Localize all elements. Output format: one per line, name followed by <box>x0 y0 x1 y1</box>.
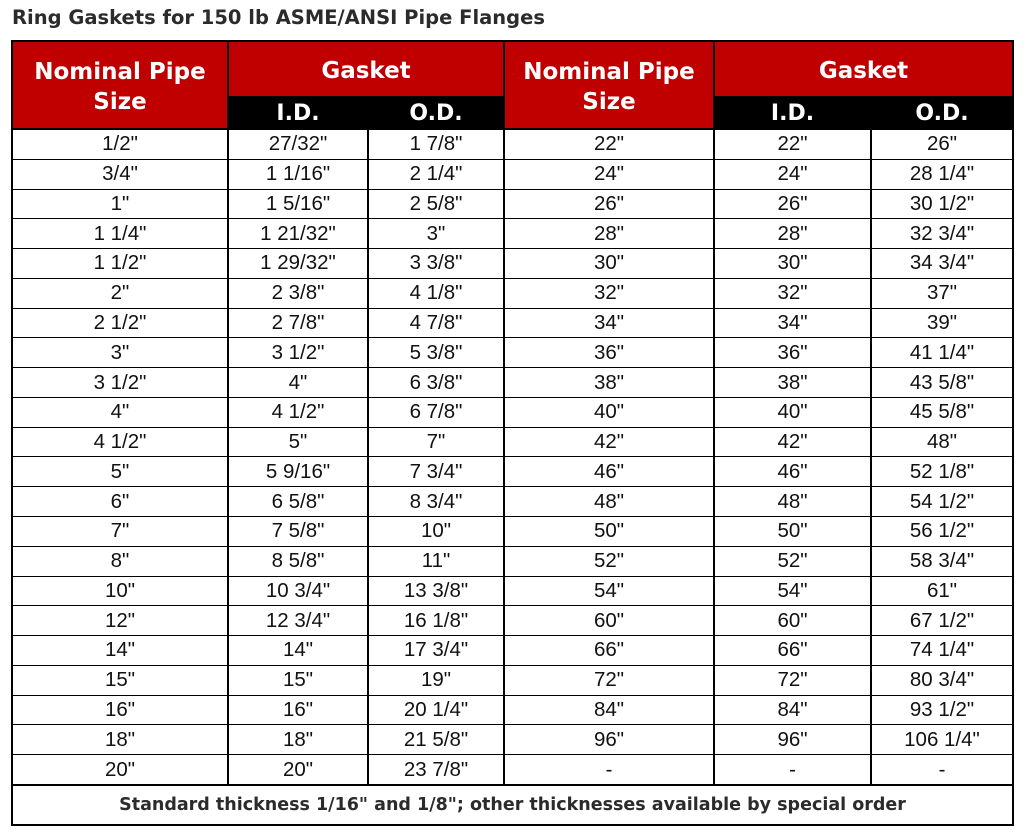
nominal-size-left-cell: 2 1/2" <box>12 308 228 338</box>
gasket-od-left-cell: 23 7/8" <box>368 755 504 785</box>
nominal-size-left-cell: 1/2" <box>12 129 228 159</box>
nominal-size-left-cell: 3 1/2" <box>12 368 228 398</box>
gasket-od-right-cell: 28 1/4" <box>871 159 1013 189</box>
header-id-left: I.D. <box>228 97 368 129</box>
gasket-od-left-cell: 1 7/8" <box>368 129 504 159</box>
table-row <box>12 755 1013 785</box>
table-row <box>12 665 1013 695</box>
nominal-size-left-cell: 3" <box>12 338 228 368</box>
gasket-id-left-cell: 14" <box>228 636 368 666</box>
nominal-size-left-cell: 1 1/2" <box>12 249 228 279</box>
table-row <box>12 219 1013 249</box>
nominal-size-right-cell: 42" <box>504 427 714 457</box>
page-title: Ring Gaskets for 150 lb ASME/ANSI Pipe Flanges <box>12 6 545 29</box>
gasket-id-right-cell: 54" <box>714 576 871 606</box>
gasket-id-right-cell: 22" <box>714 129 871 159</box>
gasket-id-left-cell: 15" <box>228 665 368 695</box>
gasket-id-right-cell: 26" <box>714 189 871 219</box>
gasket-od-right-cell: 106 1/4" <box>871 725 1013 755</box>
nominal-size-right-cell: 22" <box>504 129 714 159</box>
nominal-size-right-cell: 24" <box>504 159 714 189</box>
gasket-od-right-cell: 74 1/4" <box>871 636 1013 666</box>
gasket-id-right-cell: 50" <box>714 516 871 546</box>
gasket-id-right-cell: 96" <box>714 725 871 755</box>
table-row <box>12 278 1013 308</box>
header-nominal-pipe-size-right: Nominal Pipe Size <box>504 41 714 129</box>
table-row <box>12 457 1013 487</box>
nominal-size-right-cell: 38" <box>504 368 714 398</box>
gasket-od-right-cell: 32 3/4" <box>871 219 1013 249</box>
table-row <box>12 338 1013 368</box>
gasket-id-right-cell: 40" <box>714 397 871 427</box>
gasket-id-left-cell: 1 1/16" <box>228 159 368 189</box>
nominal-size-right-cell: 52" <box>504 546 714 576</box>
gasket-od-left-cell: 19" <box>368 665 504 695</box>
nominal-size-right-cell: 34" <box>504 308 714 338</box>
gasket-od-left-cell: 6 7/8" <box>368 397 504 427</box>
nominal-size-left-cell: 4" <box>12 397 228 427</box>
gasket-od-right-cell: 93 1/2" <box>871 695 1013 725</box>
nominal-size-left-cell: 1" <box>12 189 228 219</box>
gasket-id-right-cell: 36" <box>714 338 871 368</box>
gasket-id-left-cell: 1 21/32" <box>228 219 368 249</box>
nominal-size-left-cell: 3/4" <box>12 159 228 189</box>
gasket-id-left-cell: 5 9/16" <box>228 457 368 487</box>
gasket-od-left-cell: 10" <box>368 516 504 546</box>
gasket-od-left-cell: 17 3/4" <box>368 636 504 666</box>
gasket-od-right-cell: 34 3/4" <box>871 249 1013 279</box>
gasket-id-right-cell: 66" <box>714 636 871 666</box>
gasket-od-right-cell: 45 5/8" <box>871 397 1013 427</box>
nominal-size-right-cell: 30" <box>504 249 714 279</box>
gasket-id-left-cell: 7 5/8" <box>228 516 368 546</box>
nominal-size-right-cell: 36" <box>504 338 714 368</box>
gasket-id-right-cell: 46" <box>714 457 871 487</box>
gasket-od-right-cell: - <box>871 755 1013 785</box>
gasket-id-right-cell: 28" <box>714 219 871 249</box>
gasket-od-right-cell: 26" <box>871 129 1013 159</box>
table-row <box>12 249 1013 279</box>
gasket-id-left-cell: 1 5/16" <box>228 189 368 219</box>
header-id-right: I.D. <box>714 97 871 129</box>
table-row <box>12 368 1013 398</box>
table-row <box>12 725 1013 755</box>
gasket-id-left-cell: 5" <box>228 427 368 457</box>
gasket-id-left-cell: 16" <box>228 695 368 725</box>
nominal-size-left-cell: 7" <box>12 516 228 546</box>
gasket-od-left-cell: 20 1/4" <box>368 695 504 725</box>
nominal-size-right-cell: 60" <box>504 606 714 636</box>
gasket-id-right-cell: 38" <box>714 368 871 398</box>
table-row <box>12 576 1013 606</box>
gasket-od-left-cell: 2 5/8" <box>368 189 504 219</box>
gasket-id-left-cell: 3 1/2" <box>228 338 368 368</box>
nominal-size-left-cell: 6" <box>12 487 228 517</box>
gasket-id-left-cell: 8 5/8" <box>228 546 368 576</box>
gasket-id-left-cell: 4 1/2" <box>228 397 368 427</box>
table-row <box>12 516 1013 546</box>
table-row <box>12 308 1013 338</box>
table-row <box>12 189 1013 219</box>
gasket-od-right-cell: 56 1/2" <box>871 516 1013 546</box>
gasket-od-left-cell: 16 1/8" <box>368 606 504 636</box>
nominal-size-right-cell: 28" <box>504 219 714 249</box>
nominal-size-right-cell: 84" <box>504 695 714 725</box>
gasket-id-left-cell: 20" <box>228 755 368 785</box>
gasket-id-left-cell: 1 29/32" <box>228 249 368 279</box>
nominal-size-left-cell: 18" <box>12 725 228 755</box>
nominal-size-right-cell: 54" <box>504 576 714 606</box>
footnote: Standard thickness 1/16" and 1/8"; other thicknesses available by special order <box>12 785 1013 825</box>
gasket-od-left-cell: 13 3/8" <box>368 576 504 606</box>
nominal-size-right-cell: 96" <box>504 725 714 755</box>
gasket-od-right-cell: 39" <box>871 308 1013 338</box>
gasket-id-right-cell: 42" <box>714 427 871 457</box>
gasket-id-left-cell: 2 7/8" <box>228 308 368 338</box>
gasket-od-left-cell: 7" <box>368 427 504 457</box>
gasket-table <box>11 40 1014 826</box>
gasket-id-left-cell: 2 3/8" <box>228 278 368 308</box>
table-row <box>12 695 1013 725</box>
gasket-id-left-cell: 4" <box>228 368 368 398</box>
gasket-id-right-cell: 32" <box>714 278 871 308</box>
gasket-id-right-cell: 60" <box>714 606 871 636</box>
gasket-id-right-cell: 34" <box>714 308 871 338</box>
gasket-id-right-cell: 52" <box>714 546 871 576</box>
gasket-id-right-cell: 48" <box>714 487 871 517</box>
nominal-size-right-cell: 26" <box>504 189 714 219</box>
nominal-size-left-cell: 15" <box>12 665 228 695</box>
table-row <box>12 129 1013 159</box>
gasket-od-right-cell: 41 1/4" <box>871 338 1013 368</box>
nominal-size-right-cell: 66" <box>504 636 714 666</box>
nominal-size-right-cell: 32" <box>504 278 714 308</box>
gasket-od-left-cell: 3 3/8" <box>368 249 504 279</box>
gasket-od-right-cell: 61" <box>871 576 1013 606</box>
gasket-id-right-cell: 72" <box>714 665 871 695</box>
gasket-od-left-cell: 8 3/4" <box>368 487 504 517</box>
table-row <box>12 397 1013 427</box>
nominal-size-left-cell: 20" <box>12 755 228 785</box>
nominal-size-left-cell: 16" <box>12 695 228 725</box>
gasket-od-right-cell: 58 3/4" <box>871 546 1013 576</box>
table-row <box>12 606 1013 636</box>
gasket-id-right-cell: 30" <box>714 249 871 279</box>
gasket-id-right-cell: 84" <box>714 695 871 725</box>
table-row <box>12 159 1013 189</box>
header-od-right: O.D. <box>871 97 1013 129</box>
table-row <box>12 487 1013 517</box>
table-row <box>12 427 1013 457</box>
table-body <box>12 129 1013 785</box>
gasket-od-left-cell: 3" <box>368 219 504 249</box>
gasket-od-right-cell: 48" <box>871 427 1013 457</box>
nominal-size-right-cell: - <box>504 755 714 785</box>
gasket-id-left-cell: 27/32" <box>228 129 368 159</box>
table-row <box>12 636 1013 666</box>
gasket-od-right-cell: 67 1/2" <box>871 606 1013 636</box>
gasket-id-right-cell: 24" <box>714 159 871 189</box>
gasket-od-left-cell: 4 7/8" <box>368 308 504 338</box>
gasket-id-left-cell: 10 3/4" <box>228 576 368 606</box>
gasket-id-left-cell: 12 3/4" <box>228 606 368 636</box>
gasket-od-right-cell: 30 1/2" <box>871 189 1013 219</box>
nominal-size-left-cell: 4 1/2" <box>12 427 228 457</box>
nominal-size-left-cell: 2" <box>12 278 228 308</box>
header-nominal-pipe-size-left: Nominal Pipe Size <box>12 41 228 129</box>
header-od-left: O.D. <box>368 97 504 129</box>
header-gasket-right: Gasket <box>714 41 1013 97</box>
nominal-size-right-cell: 50" <box>504 516 714 546</box>
gasket-od-left-cell: 21 5/8" <box>368 725 504 755</box>
nominal-size-right-cell: 40" <box>504 397 714 427</box>
gasket-od-left-cell: 7 3/4" <box>368 457 504 487</box>
gasket-od-right-cell: 37" <box>871 278 1013 308</box>
nominal-size-left-cell: 8" <box>12 546 228 576</box>
gasket-od-right-cell: 54 1/2" <box>871 487 1013 517</box>
nominal-size-left-cell: 10" <box>12 576 228 606</box>
gasket-od-left-cell: 11" <box>368 546 504 576</box>
footnote-row <box>12 785 1013 825</box>
nominal-size-left-cell: 14" <box>12 636 228 666</box>
gasket-od-right-cell: 80 3/4" <box>871 665 1013 695</box>
gasket-od-left-cell: 2 1/4" <box>368 159 504 189</box>
nominal-size-right-cell: 46" <box>504 457 714 487</box>
gasket-od-right-cell: 43 5/8" <box>871 368 1013 398</box>
header-row-top <box>12 41 1013 97</box>
nominal-size-right-cell: 72" <box>504 665 714 695</box>
table-row <box>12 546 1013 576</box>
nominal-size-left-cell: 5" <box>12 457 228 487</box>
nominal-size-left-cell: 1 1/4" <box>12 219 228 249</box>
gasket-od-right-cell: 52 1/8" <box>871 457 1013 487</box>
gasket-od-left-cell: 5 3/8" <box>368 338 504 368</box>
gasket-od-left-cell: 4 1/8" <box>368 278 504 308</box>
gasket-id-right-cell: - <box>714 755 871 785</box>
gasket-od-left-cell: 6 3/8" <box>368 368 504 398</box>
header-gasket-left: Gasket <box>228 41 504 97</box>
gasket-id-left-cell: 6 5/8" <box>228 487 368 517</box>
nominal-size-left-cell: 12" <box>12 606 228 636</box>
nominal-size-right-cell: 48" <box>504 487 714 517</box>
gasket-id-left-cell: 18" <box>228 725 368 755</box>
